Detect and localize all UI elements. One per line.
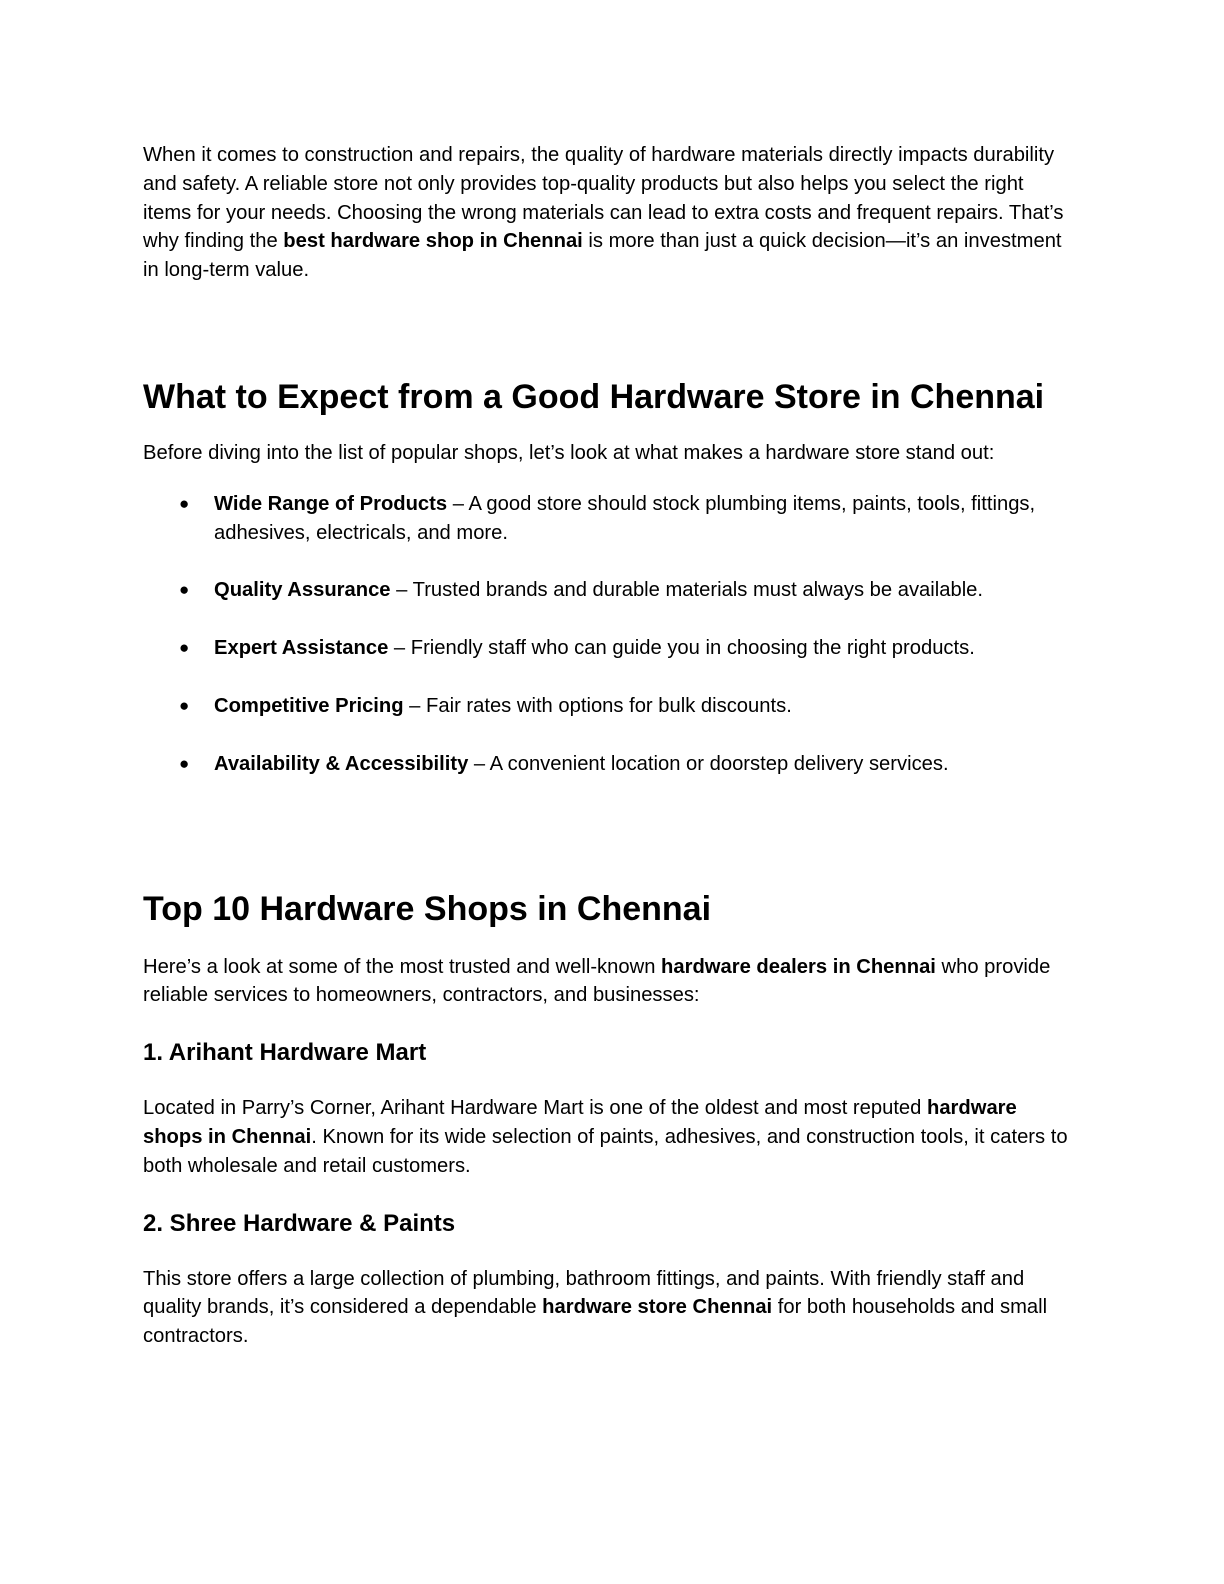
section-heading-expect: What to Expect from a Good Hardware Store in Chennai [143, 377, 1045, 416]
intro-text-end: is more than just a quick decision—it’s an investment in long-term value. [143, 230, 1062, 282]
bullet-icon: ● [179, 695, 190, 715]
shop-text-end: . Known for its wide selection of paints, adhesives, and construction tools, it caters to both wholesale and retail customers. [143, 1125, 1068, 1177]
list-item-desc: – A convenient location or doorstep delivery services. [468, 752, 949, 775]
list-item [143, 750, 1073, 779]
shop-keyword: hardware shops in Chennai [143, 1097, 1017, 1148]
list-item [143, 490, 1073, 548]
list-item-term: Quality Assurance [214, 579, 391, 602]
list-item-term: Expert Assistance [214, 637, 389, 660]
list-item-term: Wide Range of Products [214, 492, 448, 515]
list-item [143, 576, 1073, 605]
intro-keyword: best hardware shop in Chennai [283, 230, 583, 253]
document-page [143, 141, 1073, 1351]
lead-keyword: hardware dealers in Chennai [661, 955, 936, 978]
shop-text-end: for both households and small contractors. [143, 1296, 1048, 1348]
list-item-desc: – Trusted brands and durable materials must always be available. [390, 579, 984, 602]
feature-list [143, 490, 1073, 779]
intro-paragraph [143, 141, 1073, 285]
lead-text-end: who provide reliable services to homeowners, contractors, and businesses: [143, 955, 1051, 1007]
shop-text-start: Located in Parry’s Corner, Arihant Hardware Mart is one of the oldest and most reputed [143, 1097, 927, 1120]
bullet-icon: ● [179, 638, 190, 658]
list-item-term: Competitive Pricing [214, 694, 404, 717]
section-lead-top10 [143, 953, 1073, 1011]
bullet-icon: ● [179, 753, 190, 773]
bullet-icon: ● [179, 493, 190, 513]
shop-description [143, 1265, 1073, 1351]
list-item [143, 634, 1073, 663]
shop-keyword: hardware store Chennai [542, 1296, 773, 1319]
shop-text-start: This store offers a large collection of plumbing, bathroom fittings, and paints. With friendly staff and quality brands, it’s considered a dependable [143, 1267, 1025, 1319]
section-lead-expect: Before diving into the list of popular shops, let’s look at what makes a hardware store stand out: [143, 441, 995, 464]
intro-text-start: When it comes to construction and repairs, the quality of hardware materials directly impacts durability and safety. A reliable store not only provides top-quality products but also helps you select the right items for your needs. Choosing the wrong materials can lead to extra costs and frequent repairs. That’s why finding the [143, 144, 1064, 253]
list-item-desc: – A good store should stock plumbing items, paints, tools, fittings, adhesives, electricals, and more. [214, 492, 1036, 544]
shop-heading: 1. Arihant Hardware Mart [143, 1039, 427, 1067]
shop-description [143, 1094, 1073, 1180]
list-item [143, 692, 1073, 721]
list-item-desc: – Friendly staff who can guide you in choosing the right products. [388, 637, 975, 660]
section-heading-top10: Top 10 Hardware Shops in Chennai [143, 889, 712, 928]
lead-text-start: Here’s a look at some of the most trusted and well-known [143, 955, 662, 978]
list-item-desc: – Fair rates with options for bulk discounts. [403, 694, 792, 717]
bullet-icon: ● [179, 580, 190, 600]
shop-heading: 2. Shree Hardware & Paints [143, 1209, 456, 1237]
list-item-term: Availability & Accessibility [214, 752, 469, 775]
